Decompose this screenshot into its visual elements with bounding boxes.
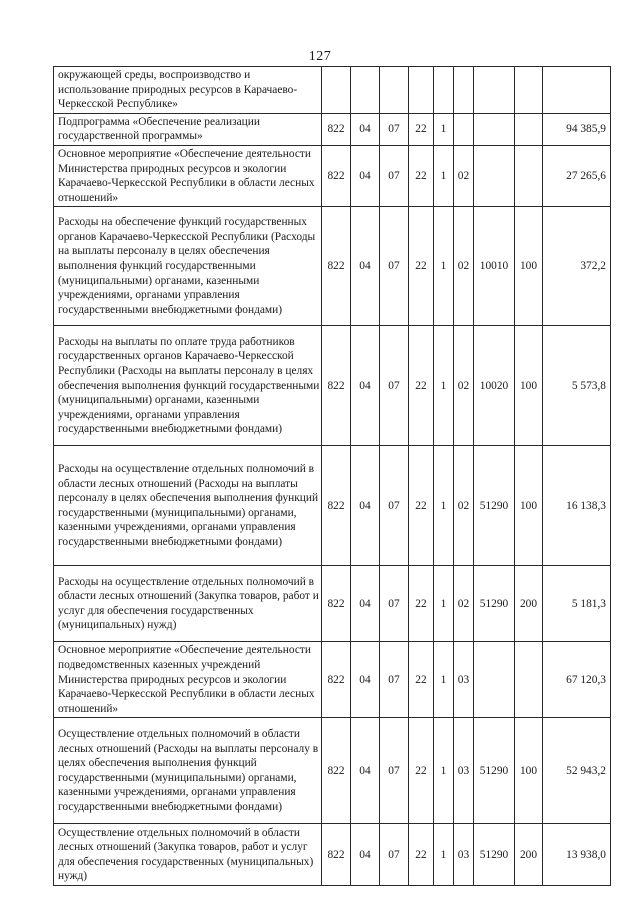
subprogram-code-cell: 1 xyxy=(434,642,454,718)
table-row xyxy=(54,446,611,566)
amount-cell: 5 181,3 xyxy=(543,566,611,642)
row-name: Основное мероприятие «Обеспечение деятельности Министерства природных ресурсов и экологии Карачаево-Черкесской Республики в области лесных отношений» xyxy=(58,147,315,204)
direction-code-cell xyxy=(474,642,515,718)
section-code-cell: 04 xyxy=(351,824,380,886)
expense-type-cell: 100 xyxy=(515,207,543,326)
event-code-cell xyxy=(454,67,474,114)
admin-code-cell: 822 xyxy=(322,446,351,566)
event-code-cell: 03 xyxy=(454,824,474,886)
expense-type-cell: 100 xyxy=(515,326,543,446)
section-code-cell xyxy=(351,67,380,114)
row-name-cell xyxy=(54,67,322,114)
program-code-cell: 22 xyxy=(409,326,434,446)
row-name: Осуществление отдельных полномочий в области лесных отношений (Расходы на выплаты персоналу в целях обеспечения выполнения функций государственными (муниципальными) органами, казенными учреждениями, органами управления государственными внебюджетными фондами) xyxy=(58,728,319,813)
event-code-cell: 02 xyxy=(454,446,474,566)
subsection-code-cell xyxy=(380,67,409,114)
section-code-cell: 04 xyxy=(351,642,380,718)
program-code-cell: 22 xyxy=(409,824,434,886)
subsection-code-cell: 07 xyxy=(380,207,409,326)
event-code-cell: 03 xyxy=(454,718,474,824)
amount-cell: 27 265,6 xyxy=(543,145,611,206)
admin-code-cell: 822 xyxy=(322,145,351,206)
expense-type-cell: 200 xyxy=(515,824,543,886)
program-code-cell: 22 xyxy=(409,207,434,326)
amount-cell: 13 938,0 xyxy=(543,824,611,886)
section-code-cell: 04 xyxy=(351,718,380,824)
row-name: Основное мероприятие «Обеспечение деятельности подведомственных казенных учреждений Министерства природных ресурсов и экологии Карачаево-Черкесской Республики в области лесных отношений» xyxy=(58,644,315,715)
amount-cell xyxy=(543,67,611,114)
table-row xyxy=(54,824,611,886)
table-row xyxy=(54,718,611,824)
table-row xyxy=(54,67,611,114)
subprogram-code-cell: 1 xyxy=(434,326,454,446)
amount-cell: 16 138,3 xyxy=(543,446,611,566)
program-code-cell: 22 xyxy=(409,446,434,566)
subprogram-code-cell: 1 xyxy=(434,718,454,824)
direction-code-cell: 10010 xyxy=(474,207,515,326)
amount-cell: 67 120,3 xyxy=(543,642,611,718)
section-code-cell: 04 xyxy=(351,207,380,326)
amount-cell: 5 573,8 xyxy=(543,326,611,446)
expense-type-cell: 100 xyxy=(515,718,543,824)
admin-code-cell: 822 xyxy=(322,566,351,642)
row-name-cell xyxy=(54,113,322,145)
direction-code-cell xyxy=(474,145,515,206)
table-row xyxy=(54,326,611,446)
event-code-cell: 02 xyxy=(454,326,474,446)
subprogram-code-cell: 1 xyxy=(434,145,454,206)
row-name: Расходы на осуществление отдельных полномочий в области лесных отношений (Закупка товаров, работ и услуг для обеспечения государственных (муниципальных) нужд) xyxy=(58,575,319,632)
subsection-code-cell: 07 xyxy=(380,566,409,642)
row-name-cell xyxy=(54,718,322,824)
direction-code-cell: 51290 xyxy=(474,566,515,642)
admin-code-cell: 822 xyxy=(322,718,351,824)
table-row xyxy=(54,145,611,206)
program-code-cell: 22 xyxy=(409,642,434,718)
section-code-cell: 04 xyxy=(351,113,380,145)
expense-type-cell: 100 xyxy=(515,446,543,566)
section-code-cell: 04 xyxy=(351,326,380,446)
expense-type-cell xyxy=(515,642,543,718)
admin-code-cell: 822 xyxy=(322,207,351,326)
table-row xyxy=(54,566,611,642)
row-name-cell xyxy=(54,566,322,642)
amount-cell: 52 943,2 xyxy=(543,718,611,824)
admin-code-cell: 822 xyxy=(322,824,351,886)
subprogram-code-cell: 1 xyxy=(434,824,454,886)
subsection-code-cell: 07 xyxy=(380,326,409,446)
event-code-cell xyxy=(454,113,474,145)
row-name-cell xyxy=(54,824,322,886)
row-name-cell xyxy=(54,326,322,446)
expense-type-cell: 200 xyxy=(515,566,543,642)
row-name-cell xyxy=(54,446,322,566)
subsection-code-cell: 07 xyxy=(380,446,409,566)
amount-cell: 94 385,9 xyxy=(543,113,611,145)
subsection-code-cell: 07 xyxy=(380,824,409,886)
amount-cell: 372,2 xyxy=(543,207,611,326)
admin-code-cell: 822 xyxy=(322,113,351,145)
subsection-code-cell: 07 xyxy=(380,145,409,206)
row-name-cell xyxy=(54,642,322,718)
program-code-cell xyxy=(409,67,434,114)
program-code-cell: 22 xyxy=(409,145,434,206)
row-name: Осуществление отдельных полномочий в области лесных отношений (Закупка товаров, работ и услуг для обеспечения государственных (муниципальных) нужд) xyxy=(58,826,314,883)
budget-table xyxy=(53,66,611,886)
subprogram-code-cell xyxy=(434,67,454,114)
expense-type-cell xyxy=(515,113,543,145)
event-code-cell: 02 xyxy=(454,145,474,206)
row-name-cell xyxy=(54,207,322,326)
row-name: окружающей среды, воспроизводство и использование природных ресурсов в Карачаево-Черкесской Республике» xyxy=(58,69,298,111)
program-code-cell: 22 xyxy=(409,566,434,642)
table-body xyxy=(54,67,611,886)
admin-code-cell xyxy=(322,67,351,114)
subprogram-code-cell: 1 xyxy=(434,113,454,145)
row-name: Подпрограмма «Обеспечение реализации государственной программы» xyxy=(58,115,260,143)
row-name: Расходы на обеспечение функций государственных органов Карачаево-Черкесской Республики (Расходы на выплаты персоналу в целях обеспечения выполнения функций государственными (муниципальными) органами, казенными учреждениями, органами управления государственными внебюджетными фондами) xyxy=(58,216,316,316)
page-number: 127 xyxy=(308,49,332,64)
event-code-cell: 03 xyxy=(454,642,474,718)
direction-code-cell xyxy=(474,113,515,145)
section-code-cell: 04 xyxy=(351,446,380,566)
event-code-cell: 02 xyxy=(454,566,474,642)
admin-code-cell: 822 xyxy=(322,326,351,446)
direction-code-cell: 10020 xyxy=(474,326,515,446)
subprogram-code-cell: 1 xyxy=(434,566,454,642)
direction-code-cell xyxy=(474,67,515,114)
section-code-cell: 04 xyxy=(351,566,380,642)
direction-code-cell: 51290 xyxy=(474,718,515,824)
program-code-cell: 22 xyxy=(409,718,434,824)
subsection-code-cell: 07 xyxy=(380,642,409,718)
subsection-code-cell: 07 xyxy=(380,113,409,145)
table-row xyxy=(54,207,611,326)
subprogram-code-cell: 1 xyxy=(434,207,454,326)
table-row xyxy=(54,642,611,718)
event-code-cell: 02 xyxy=(454,207,474,326)
row-name: Расходы на выплаты по оплате труда работников государственных органов Карачаево-Черкесской Республики (Расходы на выплаты персоналу в целях обеспечения выполнения функций государственными (муниципальными) органами, казенными учреждениями, органами управления государственными внебюджетными фондами) xyxy=(58,335,320,436)
admin-code-cell: 822 xyxy=(322,642,351,718)
direction-code-cell: 51290 xyxy=(474,446,515,566)
expense-type-cell xyxy=(515,67,543,114)
row-name-cell xyxy=(54,145,322,206)
program-code-cell: 22 xyxy=(409,113,434,145)
table-row xyxy=(54,113,611,145)
section-code-cell: 04 xyxy=(351,145,380,206)
subprogram-code-cell: 1 xyxy=(434,446,454,566)
subsection-code-cell: 07 xyxy=(380,718,409,824)
expense-type-cell xyxy=(515,145,543,206)
direction-code-cell: 51290 xyxy=(474,824,515,886)
row-name: Расходы на осуществление отдельных полномочий в области лесных отношений (Расходы на выплаты персоналу в целях обеспечения выполнения функций государственными (муниципальными) органами, казенными учреждениями, органами управления государственными внебюджетными фондами) xyxy=(58,463,319,549)
